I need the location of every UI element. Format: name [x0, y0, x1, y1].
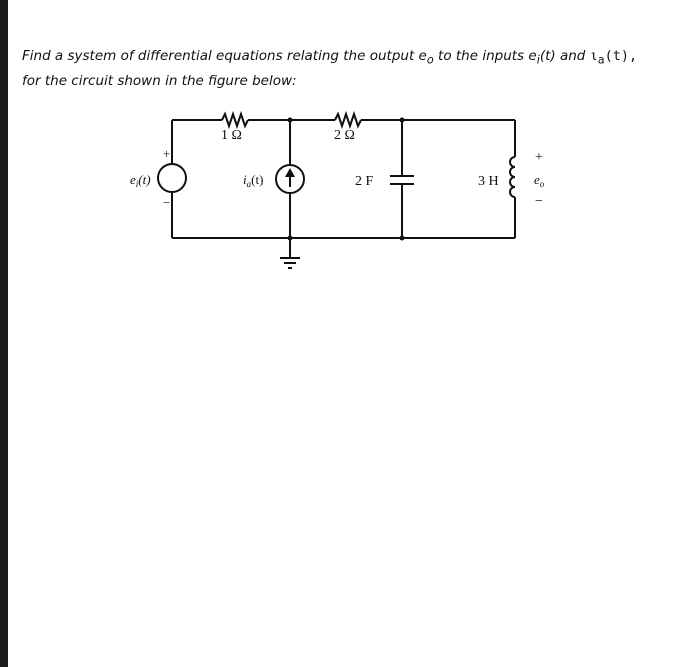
resistor2-label: 2 Ω [334, 128, 355, 143]
resistor-2ohm [335, 114, 361, 126]
inductor-3h [510, 157, 515, 197]
output-plus-sign: + [535, 150, 543, 165]
current-arrow-head [285, 168, 295, 177]
source-minus-sign: − [163, 195, 171, 210]
current-source-label: $i_a(t)$ [243, 172, 264, 189]
output-label: $e_o$ [534, 172, 545, 189]
voltage-source [158, 164, 186, 192]
node-top-mid [288, 118, 293, 123]
resistor1-label: 1 Ω [221, 128, 242, 143]
resistor-1ohm [222, 114, 248, 126]
inductor-label: 3 H [478, 174, 499, 189]
source-plus-sign: + [163, 146, 171, 161]
capacitor-label: 2 F [355, 174, 374, 189]
input1-symbol: e [528, 48, 537, 64]
source-voltage-label: $e_i(t)$ [130, 172, 151, 189]
input2-subscript: a [597, 53, 605, 67]
input2-arg: (t), [604, 48, 638, 64]
output-subscript: o [426, 53, 434, 67]
input1-subscript: i [536, 53, 540, 67]
question-prefix: Find a system of differential equations relating the output [22, 48, 419, 64]
question-and: and [555, 48, 590, 64]
question-line-2: for the circuit shown in the figure below: [22, 72, 297, 89]
node-bottom-right [400, 236, 405, 241]
node-top-right [400, 118, 405, 123]
input1-arg: (t) [539, 48, 556, 64]
node-bottom-mid [288, 236, 293, 241]
output-symbol: e [418, 48, 427, 64]
question-mid: to the inputs [433, 48, 529, 64]
input2-symbol: ι [589, 48, 598, 64]
output-minus-sign: − [535, 194, 543, 209]
